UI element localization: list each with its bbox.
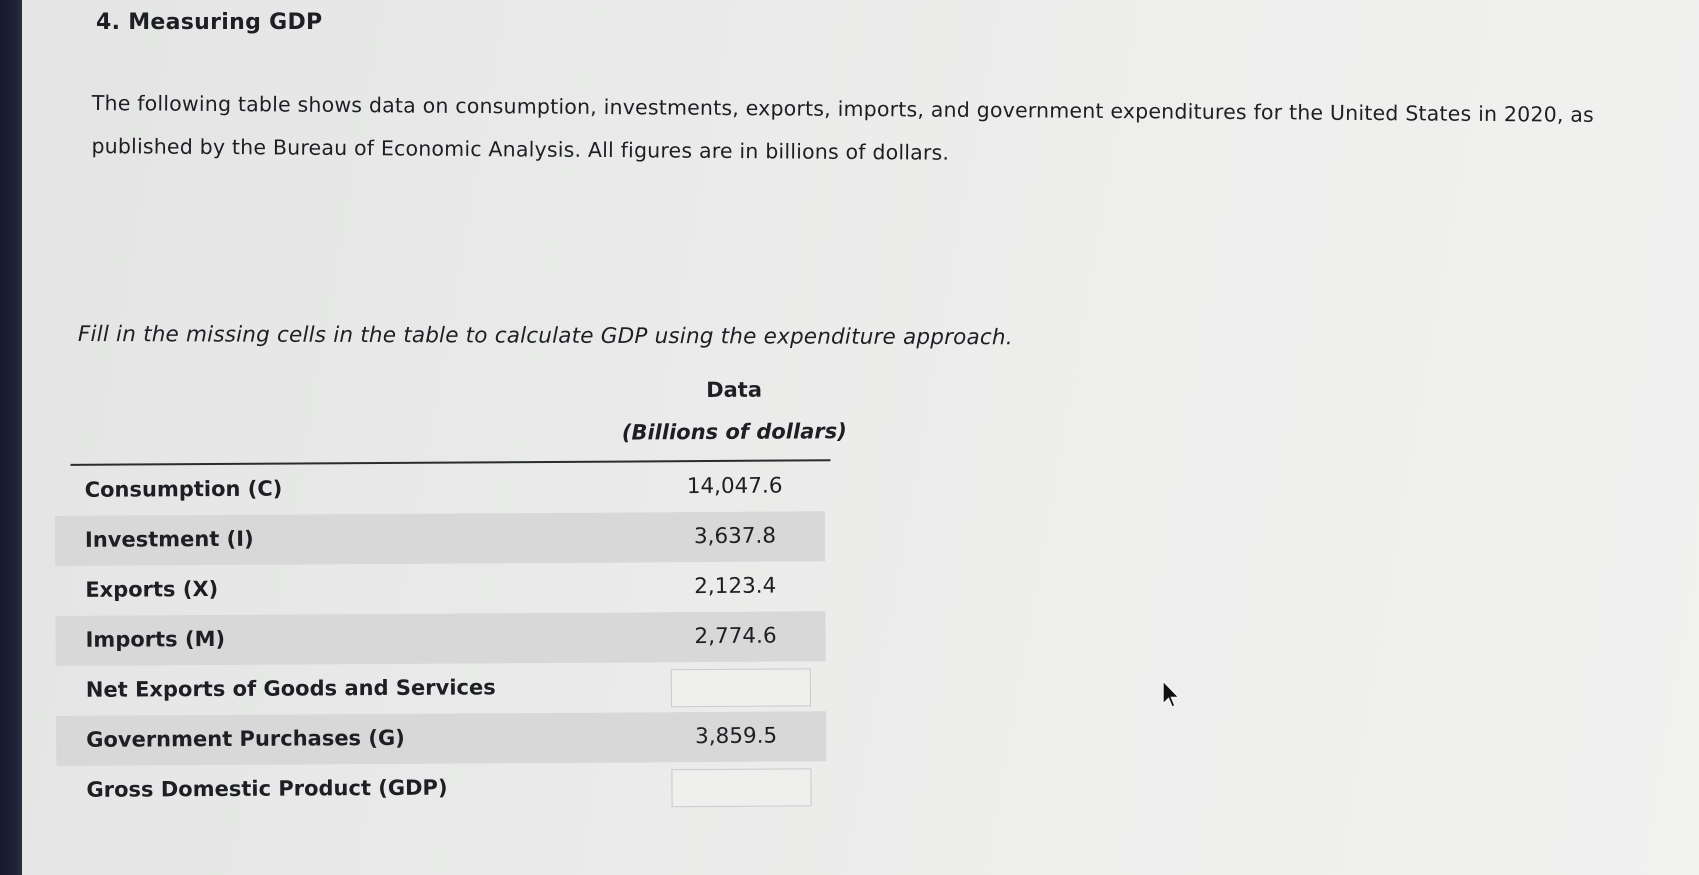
gdp-input[interactable] [671,768,811,807]
screen-left-edge [0,0,22,875]
table-row-consumption [55,461,825,516]
table-row-gdp [56,761,826,816]
question-instruction: Fill in the missing cells in the table to calculate GDP using the expenditure approach. [77,322,1013,351]
table-row-imports [55,611,825,666]
row-label-net-exports: Net Exports of Goods and Services [85,675,496,702]
row-label-exports: Exports (X) [85,577,219,602]
table-row-government [56,711,826,766]
question-heading: 4. Measuring GDP [96,10,323,35]
row-value-imports: 2,774.6 [694,623,777,650]
column-header-units: (Billions of dollars) [621,419,847,445]
column-header-data: Data [706,377,763,403]
row-value-government: 3,859.5 [695,723,778,750]
row-value-consumption: 14,047.6 [686,473,783,500]
table-row-exports [55,561,825,616]
row-label-imports: Imports (M) [85,626,226,652]
mouse-pointer-icon [1161,680,1181,710]
question-intro: The following table shows data on consumption, investments, exports, imports, and government expenditures for the United States in 2020, as published by the Bureau of Economic Analysis. All figures are in billions of dollars. [91,90,1595,165]
net-exports-input[interactable] [671,668,811,707]
row-value-exports: 2,123.4 [694,573,777,600]
table-header [54,377,847,466]
row-label-government: Government Purchases (G) [86,725,405,752]
gdp-table [54,377,847,816]
row-label-gdp: Gross Domestic Product (GDP) [86,775,448,802]
table-row-net-exports [56,661,826,716]
row-value-investment: 3,637.8 [693,523,777,550]
row-label-consumption: Consumption (C) [84,476,283,502]
table-row-investment [55,511,825,566]
row-label-investment: Investment (I) [84,526,254,552]
